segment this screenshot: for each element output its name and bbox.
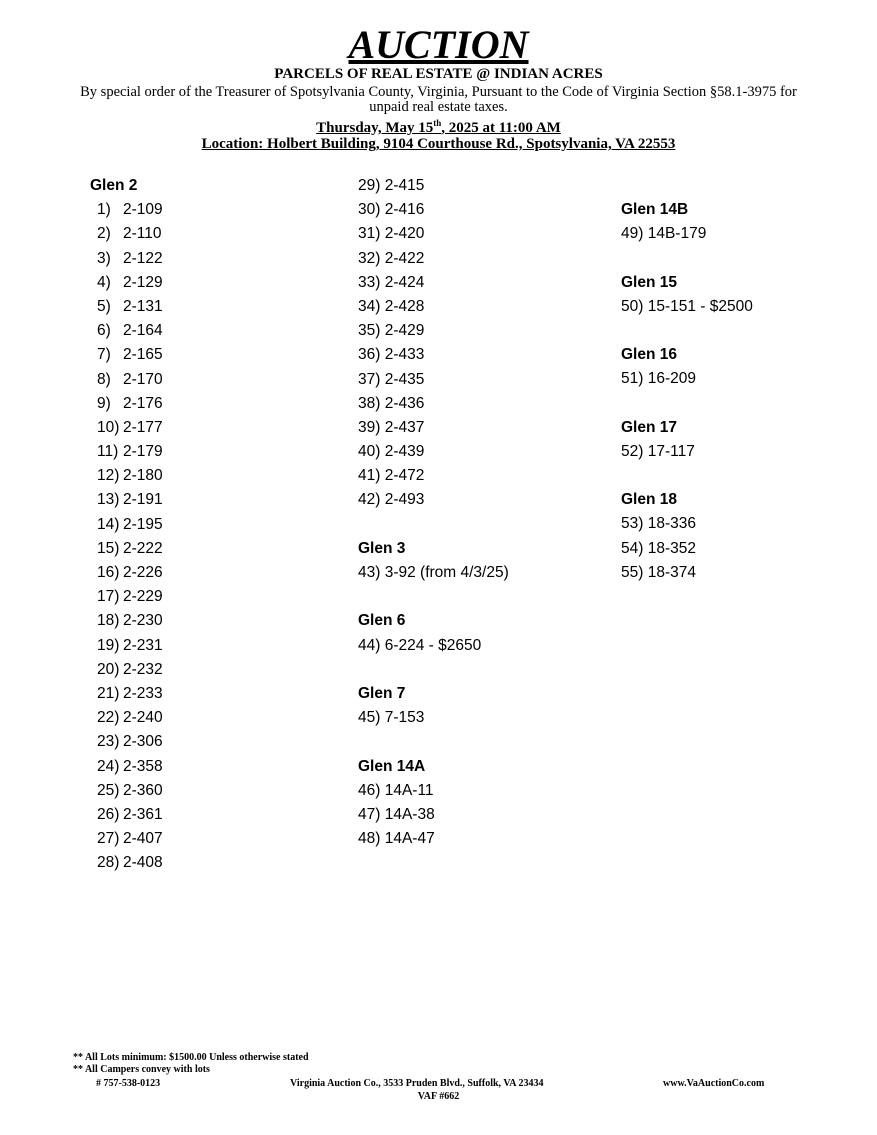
- auction-location: Location: Holbert Building, 9104 Courthouse Rd., Spotsylvania, VA 22553: [201, 136, 676, 152]
- parcel-item: 31) 2-420: [358, 225, 425, 243]
- parcel-item: [90, 440, 163, 464]
- parcel-item: [90, 198, 163, 222]
- parcel-id: 2-360: [123, 781, 163, 799]
- parcel-item: [90, 343, 163, 367]
- parcel-item: 39) 2-437: [358, 418, 425, 436]
- parcel-item: 37) 2-435: [358, 370, 425, 388]
- subtitle: PARCELS OF REAL ESTATE @ INDIAN ACRES: [274, 66, 603, 82]
- parcel-id: 2-222: [123, 539, 163, 557]
- parcel-item: [90, 222, 163, 246]
- section-heading: Glen 14A: [358, 757, 426, 775]
- parcel-number: 20): [97, 660, 120, 678]
- parcel-id: 2-240: [123, 709, 163, 727]
- parcel-item: [90, 779, 163, 803]
- parcel-id: 2-229: [123, 588, 163, 606]
- parcel-id: 2-131: [123, 297, 163, 315]
- parcel-number: 8): [97, 370, 111, 388]
- parcel-number: 13): [97, 491, 120, 509]
- parcel-item: 51) 16-209: [621, 370, 696, 388]
- date-suffix: th: [433, 118, 442, 128]
- vaf-number: VAF #662: [417, 1091, 460, 1102]
- parcel-item: 53) 18-336: [621, 515, 696, 533]
- minimum-note: ** All Lots minimum: $1500.00 Unless otherwise stated: [73, 1052, 309, 1063]
- parcel-number: 5): [97, 297, 111, 315]
- parcel-id: 2-361: [123, 805, 163, 823]
- parcel-item: [90, 682, 163, 706]
- parcel-item: 34) 2-428: [358, 297, 425, 315]
- parcel-item: [90, 488, 163, 512]
- spacer: [621, 392, 753, 416]
- parcel-id: 2-358: [123, 757, 163, 775]
- parcel-number: 19): [97, 636, 120, 654]
- parcel-id: 2-195: [123, 515, 163, 533]
- parcel-item: 46) 14A-11: [358, 781, 434, 799]
- parcel-id: 2-408: [123, 854, 163, 872]
- parcel-item: [90, 464, 163, 488]
- parcel-column-1: [90, 174, 163, 875]
- parcel-id: 2-230: [123, 612, 163, 630]
- section-heading: Glen 6: [358, 612, 406, 630]
- parcel-id: 2-180: [123, 467, 163, 485]
- parcel-item: [90, 851, 163, 875]
- parcel-item: 48) 14A-47: [358, 830, 435, 848]
- website-link[interactable]: www.VaAuctionCo.com: [663, 1078, 765, 1089]
- parcel-id: 2-191: [123, 491, 163, 509]
- parcel-item: 36) 2-433: [358, 346, 425, 364]
- spacer: [358, 585, 509, 609]
- parcel-id: 2-407: [123, 830, 163, 848]
- parcel-number: 12): [97, 467, 120, 485]
- parcel-item: [90, 319, 163, 343]
- parcel-id: 2-231: [123, 636, 163, 654]
- parcel-id: 2-306: [123, 733, 163, 751]
- parcel-column-3: [621, 198, 753, 585]
- parcel-item: 42) 2-493: [358, 491, 425, 509]
- parcel-item: [90, 247, 163, 271]
- parcel-item: [90, 368, 163, 392]
- parcel-item: [90, 803, 163, 827]
- parcel-item: 55) 18-374: [621, 563, 696, 581]
- parcel-item: [90, 537, 163, 561]
- parcel-item: [90, 609, 163, 633]
- parcel-item: 33) 2-424: [358, 273, 425, 291]
- auction-date: [0, 118, 877, 137]
- parcel-item: 43) 3-92 (from 4/3/25): [358, 564, 509, 581]
- phone-number: # 757-538-0123: [96, 1078, 161, 1089]
- date-main: Thursday, May 15: [316, 120, 434, 136]
- parcel-item: [90, 755, 163, 779]
- parcel-item: [90, 658, 163, 682]
- parcel-item: [90, 730, 163, 754]
- parcel-number: 25): [97, 781, 120, 799]
- parcel-id: 2-232: [123, 660, 163, 678]
- parcel-number: 14): [97, 515, 120, 533]
- parcel-number: 22): [97, 709, 120, 727]
- spacer: [621, 319, 753, 343]
- parcel-item: 54) 18-352: [621, 539, 696, 557]
- date-time: , 2025 at 11:00 AM: [441, 120, 561, 136]
- parcel-id: 2-110: [123, 225, 162, 243]
- parcel-item: [90, 295, 163, 319]
- parcel-item: [90, 827, 163, 851]
- parcel-id: 2-177: [123, 418, 163, 436]
- spacer: [358, 513, 509, 537]
- parcel-item: [90, 271, 163, 295]
- parcel-number: 27): [97, 830, 120, 848]
- parcel-number: 9): [97, 394, 111, 412]
- parcel-item: 30) 2-416: [358, 201, 425, 219]
- section-heading: Glen 17: [621, 418, 677, 436]
- parcel-number: 28): [97, 854, 120, 872]
- parcel-item: 35) 2-429: [358, 322, 425, 340]
- parcel-item: 45) 7-153: [358, 709, 425, 727]
- parcel-number: 1): [97, 201, 111, 219]
- footer-notes: [73, 1052, 309, 1076]
- parcel-number: 6): [97, 322, 111, 340]
- parcel-item: 49) 14B-179: [621, 225, 707, 243]
- parcel-item: [90, 561, 163, 585]
- parcel-number: 3): [97, 249, 111, 267]
- parcel-item: [90, 706, 163, 730]
- spacer: [621, 464, 753, 488]
- section-heading: Glen 18: [621, 491, 677, 509]
- parcel-number: 11): [97, 443, 119, 461]
- spacer: [358, 730, 509, 754]
- parcel-number: 15): [97, 539, 120, 557]
- section-heading: Glen 14B: [621, 201, 689, 218]
- parcel-item: 50) 15-151 - $2500: [621, 297, 753, 315]
- parcel-item: 41) 2-472: [358, 467, 425, 485]
- parcel-number: 26): [97, 805, 120, 823]
- parcel-id: 2-170: [123, 370, 163, 388]
- parcel-column-2: [358, 174, 509, 851]
- parcel-number: 17): [97, 588, 120, 606]
- parcel-id: 2-165: [123, 346, 163, 364]
- spacer: [358, 658, 509, 682]
- parcel-id: 2-109: [123, 201, 163, 219]
- auction-title: AUCTION: [348, 22, 529, 67]
- parcel-list: [90, 198, 163, 875]
- section-heading: Glen 3: [358, 539, 406, 557]
- parcel-item: [90, 513, 163, 537]
- parcel-number: 18): [97, 612, 120, 630]
- parcel-number: 16): [97, 564, 120, 581]
- campers-note: ** All Campers convey with lots: [73, 1064, 210, 1075]
- parcel-number: 2): [97, 225, 111, 243]
- spacer: [621, 246, 753, 270]
- special-order-text: By special order of the Treasurer of Spotsylvania County, Virginia, Pursuant to the Code of Virginia Section §58.1-3975 for unpaid real estate taxes.: [80, 84, 797, 115]
- parcel-item: 40) 2-439: [358, 443, 425, 461]
- parcel-item: 47) 14A-38: [358, 805, 435, 823]
- section-heading: Glen 16: [621, 346, 677, 364]
- parcel-number: 23): [97, 733, 120, 751]
- parcel-item: [90, 585, 163, 609]
- parcel-item: 29) 2-415: [358, 177, 425, 194]
- section-heading: Glen 7: [358, 684, 406, 702]
- parcel-item: [90, 634, 163, 658]
- company-address: Virginia Auction Co., 3533 Pruden Blvd., Suffolk, VA 23434: [290, 1078, 544, 1089]
- parcel-number: 4): [97, 273, 111, 291]
- parcel-id: 2-129: [123, 273, 163, 291]
- parcel-item: [90, 392, 163, 416]
- section-heading: Glen 15: [621, 273, 677, 291]
- parcel-item: 44) 6-224 - $2650: [358, 636, 482, 654]
- parcel-number: 21): [97, 684, 120, 702]
- parcel-item: 38) 2-436: [358, 394, 425, 412]
- parcel-id: 2-226: [123, 564, 163, 581]
- section-heading: Glen 2: [90, 177, 138, 194]
- parcel-number: 10): [97, 418, 120, 436]
- parcel-item: 32) 2-422: [358, 249, 425, 267]
- parcel-item: [90, 416, 163, 440]
- parcel-number: 24): [97, 757, 120, 775]
- parcel-id: 2-179: [123, 443, 163, 461]
- parcel-item: 52) 17-117: [621, 442, 695, 460]
- parcel-id: 2-164: [123, 322, 163, 340]
- parcel-id: 2-122: [123, 249, 163, 267]
- parcel-number: 7): [97, 346, 111, 364]
- parcel-id: 2-176: [123, 394, 163, 412]
- parcel-id: 2-233: [123, 684, 163, 702]
